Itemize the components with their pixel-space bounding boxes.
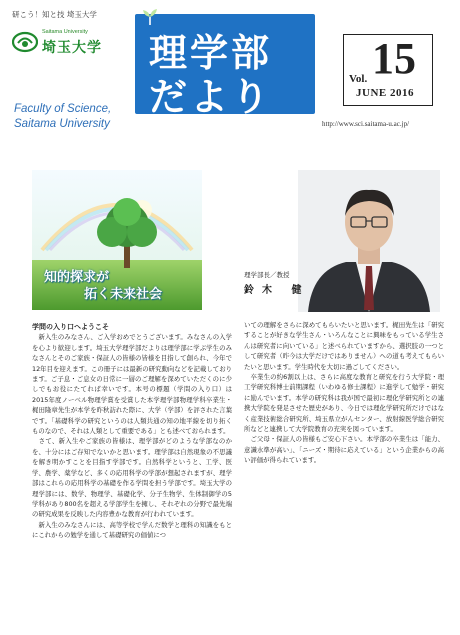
logo-english-name: Saitama University [42,29,88,35]
issue-volume-box [343,34,433,106]
article-paragraph: いての理解をさらに深めてもらいたいと思います。梶田先生は「研究することが好きな学生さん・いろんなことに興味をもっている学生さんは研究者に向いている」と述べられていますから、選択肢の一つとして研究者（昨今は大学だけではありません）への道も考えてもらいたいと思います。学生時代を大切に過ごしてください。 [244,321,444,371]
website-url[interactable]: http://www.sci.saitama-u.ac.jp/ [322,120,410,128]
newsletter-title-line-2: だより [149,75,273,119]
dean-portrait-photo [298,170,440,312]
newsletter-title-line-1: 理学部 [149,31,273,75]
university-tagline: 研こう！知と技 埼玉大学 [12,10,97,19]
university-logo[interactable] [12,27,122,65]
article-column-left [32,322,232,634]
dean-portrait-illustration [298,170,440,312]
dean-name: 鈴木 健 [244,285,310,296]
article-heading: 学問の入り口へようこそ [32,323,109,331]
faculty-name [14,102,111,132]
article-paragraph: 卒業生の約6割以上は、さらに高度な教育と研究を行う大学院・理工学研究科博士前期課程（いわゆる修士課程）に進学して勉学・研究に励んでいます。本学の研究科は我が国で最初に理化学研究所との連携大学院を発足させた歴史があり、今日では理化学研究所だけではなく産業技術総合研究所、埼玉県立がんセンター、放射線医学総合研究所などと連携して大学院教育の充実を図っています。 [244,373,444,434]
article-paragraph: 新入生のみなさんには、高等学校で学んだ数学と理科の知識をもとにこれからの勉学を通して基礎研究の価値につ [32,520,232,540]
article-paragraph: 新入生のみなさん、ご入学おめでとうございます。みなさんの入学を心より歓迎します。埼玉大学理学部だよりは理学部に学ぶ学生のみなさんとそのご家族・保証人の皆様の皆様を目指して創られ、今年で12年目を迎えます。この冊子には最新の研究動向などを記載しております。ご子息・ご息女の日常に一層のご理解を深めていただくのに少しでもお役にたてれば幸いです。本号の標題（学問の入り口）は2015年度ノーベル物理学賞を受賞した本学理学部物理学科卒業生・梶田隆章先生が本学を昨秋訪れた際に、大学（学部）を評された言葉です。「基礎科学の研究というのは人類共通の知の地平線を切り拓くものなので、それは人類として重要である」とも述べておられます。 [32,333,232,436]
faculty-line-2: Saitama University [14,118,110,130]
article-paragraph: さて、新入生やご家族の皆様は、理学部がどのような学部なのかを、十分にはご存知でないかと思います。理学部は自然現象の不思議を解き明かすことを目指す学部です。自然科学というと、工学、医学、農学、薬学など、多くの応用科学の学部が想起されますが、理学部はこれらの応用科学の基礎を作る学問を担う学部です。埼玉大学の理学部には、数学、物理学、基礎化学、分子生物学、生体制御学の5学科があり800名を超える学部学生を擁し、それぞれの分野で最先端の研究成果を反映した内容豊かな教育が行われています。 [32,437,232,519]
hero-caption-line-2: 拓く未来社会 [84,287,163,302]
dean-role: 理学部長／教授 [244,271,290,279]
article-column-right [244,320,444,520]
newsletter-title-block [135,14,315,119]
sprout-icon [141,8,159,26]
faculty-line-1: Faculty of Science, [14,103,112,115]
volume-number: 15 [372,34,416,83]
hero-caption-line-1: 知的探求が [44,270,110,285]
university-logo-icon [12,31,38,53]
issue-date: JUNE 2016 [356,87,414,99]
hero-image-tree [32,170,202,310]
logo-japanese-name: 埼玉大学 [42,40,102,56]
article-paragraph: ご父母・保証人の皆様もご安心下さい。本学部の卒業生は「能力、意識水準が高い」、「ニーズ・期待に応えている」という企業からの高い評価が得られています。 [244,435,444,465]
volume-label: Vol. [349,73,368,85]
